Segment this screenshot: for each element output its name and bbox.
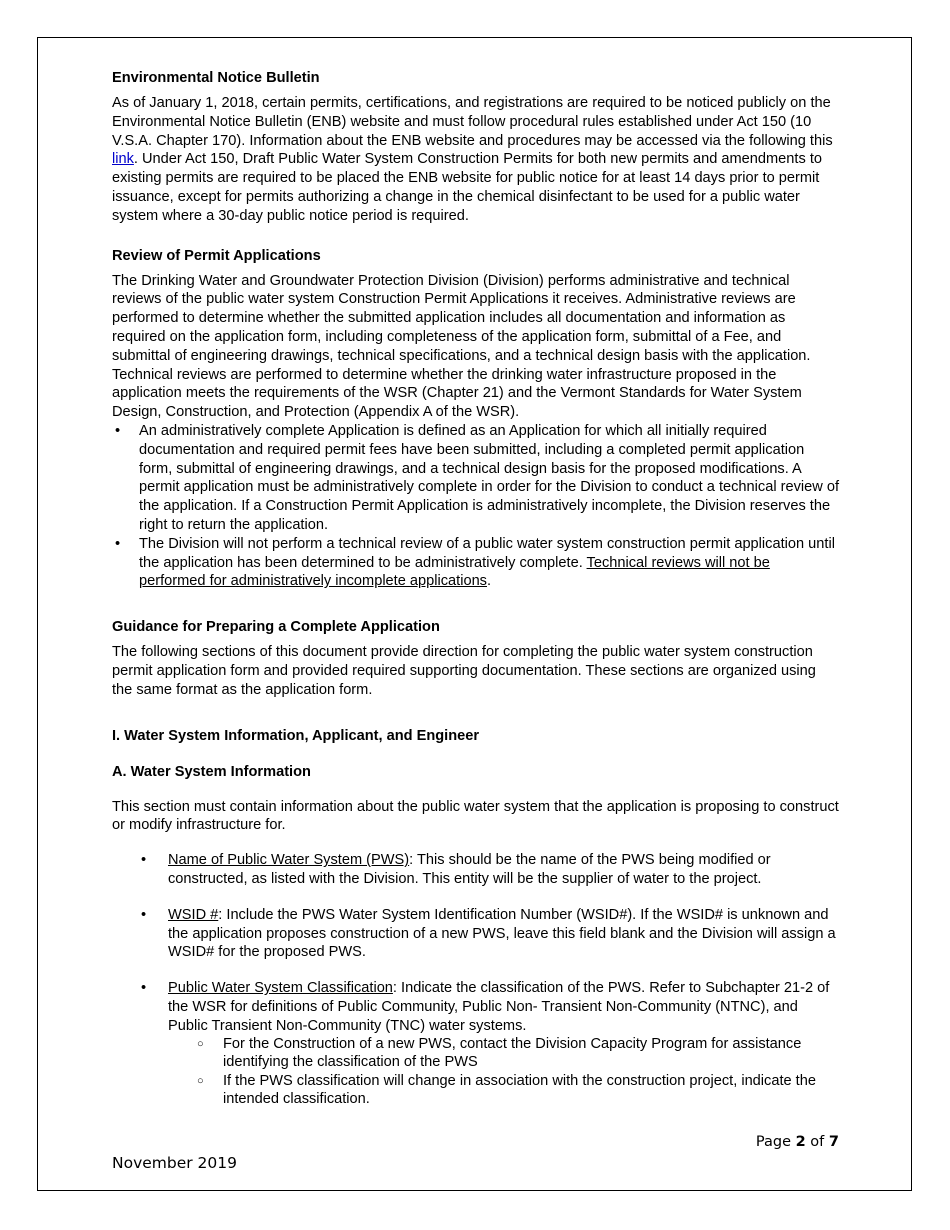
page-current: 2: [795, 1134, 806, 1150]
review-heading: Review of Permit Applications: [112, 247, 321, 264]
list-item-classification: [112, 979, 840, 1108]
guidance-heading: Guidance for Preparing a Complete Application: [112, 619, 440, 636]
page-prefix: Page: [755, 1134, 796, 1150]
review-paragraph: The Drinking Water and Groundwater Protection Division (Division) performs administrative and technical reviews of the public water system Construction Permit Applications it receives. Administrative reviews are performed to determine whether the submitted application includes all documentation and information as required on the application form, including completeness of the application form, submittal of a Fee, and submittal of engineering drawings, technical specifications, and a technical design basis with the application. Technical reviews are performed to determine whether the drinking water infrastructure proposed in the application meets the requirements of the WSR (Chapter 21) and the Vermont Standards for Water System Design, Construction, and Protection (Appendix A of the WSR).: [112, 272, 811, 421]
review-bullet-2-underlined: Technical reviews will not be performed for administratively incomplete applications: [139, 554, 770, 590]
classification-text: : Indicate the classification of the PWS. Refer to Subchapter 21-2 of the WSR for definitions of Public Community, Public Non- Transient Non-Community (NTNC), and Public Transient Non-Community (TNC) water systems.: [168, 980, 830, 1034]
sub-item-change-classification: ○ If the PWS classification will change in association with the construction project, indicate the intended classification.: [168, 1072, 840, 1108]
classification-term: Public Water System Classification: [168, 980, 393, 997]
enb-heading: Environmental Notice Bulletin: [112, 70, 320, 86]
footer-date: November 2019: [112, 1154, 238, 1172]
review-bullet-2-text: The Division will not perform a technical review of a public water system construction permit application until the application has been determined to be administratively complete.: [139, 535, 835, 571]
review-bullet-2: [112, 535, 840, 591]
list-item-wsid: [112, 906, 840, 962]
review-bullet-list: [112, 422, 840, 591]
sub-item-new-pws: ○ For the Construction of a new PWS, contact the Division Capacity Program for assistance identifying the classification of the PWS: [168, 1035, 840, 1071]
section-i-heading: I. Water System Information, Applicant, and Engineer: [112, 727, 480, 744]
page-total: 7: [828, 1134, 839, 1150]
enb-link[interactable]: link: [112, 151, 134, 168]
wsid-text: : Include the PWS Water System Identification Number (WSID#). If the WSID# is unknown and the application proposes construction of a new PWS, leave this field blank and the Division will assign a WSID# for the proposed PWS.: [168, 906, 836, 961]
enb-text-2: . Under Act 150, Draft Public Water System Construction Permits for both new permits and amendments to existing permits are required to be placed the ENB website for public notice for at least 14 days prior to permit issuance, except for permits authorizing a change in the chemical disinfectant to be used for a public water system where a 30-day public notice period is required.: [112, 151, 822, 224]
pws-name-term: Name of Public Water System (PWS): [168, 852, 410, 869]
wsid-term: WSID #: [168, 906, 219, 923]
enb-text-1: As of January 1, 2018, certain permits, certifications, and registrations are required to be noticed publicly on the Environmental Notice Bulletin (ENB) website and must follow procedural rules established under Act 150 (10 V.S.A. Chapter 170). Information about the ENB website and procedures may be accessed via the following this: [112, 95, 833, 149]
pws-name-text: : This should be the name of the PWS being modified or constructed, as listed with the Division. This entity will be the supplier of water to the project.: [168, 852, 771, 887]
list-item-pws-name: [112, 851, 840, 889]
section-a-heading: A. Water System Information: [112, 763, 311, 780]
classification-sub-list: [168, 1035, 840, 1108]
page-of: of: [805, 1134, 829, 1150]
section-a-intro: This section must contain information about the public water system that the application is proposing to construct or modify infrastructure for.: [112, 798, 839, 834]
section-a-list: [112, 851, 840, 1108]
review-bullet-2-end: .: [486, 573, 492, 590]
document-body: [112, 68, 840, 1125]
review-bullet-1: • An administratively complete Application is defined as an Application for which all initially required documentation and required permit fees have been submitted, including a completed permit application form, submittal of engineering drawings, and a technical design basis for the proposed modifications. A permit application must be administratively complete in order for the Division to conduct a technical review of the application. If a Construction Permit Application is administratively incomplete, the Division reserves the right to return the application.: [112, 422, 840, 535]
guidance-paragraph: The following sections of this document provide direction for completing the public water system construction permit application form and provided required supporting documentation. These sections are organized using the same format as the application form.: [112, 644, 816, 698]
enb-paragraph: [112, 94, 840, 226]
page-number: [756, 1134, 839, 1150]
